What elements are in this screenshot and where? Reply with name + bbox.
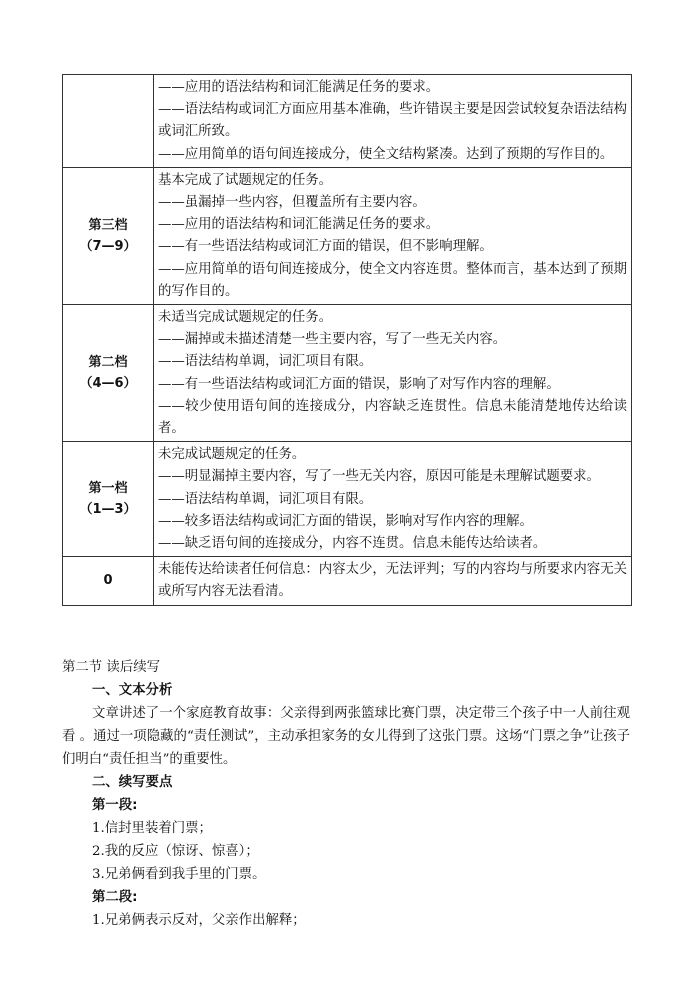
- points-heading: 二、续写要点: [92, 775, 173, 790]
- grade-name: 第一档: [88, 481, 128, 497]
- criteria-cell: [154, 442, 632, 557]
- criteria-line: 未适当完成试题规定的任务。: [158, 310, 333, 326]
- grade-range: （4—6）: [79, 376, 137, 392]
- criteria-line: ——较多语法结构或词汇方面的错误，影响对写作内容的理解。: [158, 513, 533, 529]
- criteria-line: ——应用简单的语句间连接成分，使全文结构紧凑。达到了预期的写作目的。: [158, 146, 614, 162]
- criteria-cell: [154, 75, 632, 168]
- grade-range: （7—9）: [79, 238, 137, 254]
- analysis-heading: 一、文本分析: [92, 683, 173, 698]
- criteria-line: ——应用简单的语句间连接成分，使全文内容连贯。整体而言，基本达到了预期的写作目的。: [158, 261, 627, 299]
- scoring-rubric-table: [62, 74, 632, 606]
- criteria-line: ——缺乏语句间的连接成分，内容不连贯。信息未能传达给读者。: [158, 536, 547, 552]
- list-item: 3.兄弟俩看到我手里的门票。: [92, 867, 266, 882]
- rubric-row-band-0: [63, 557, 632, 605]
- rubric-row-band-3: [63, 167, 632, 304]
- grade-name: 第三档: [88, 217, 128, 233]
- grade-name: 第二档: [88, 355, 128, 371]
- criteria-line: ——语法结构或词汇方面应用基本准确，些许错误主要是因尝试较复杂语法结构或词汇所致。: [158, 102, 627, 140]
- analysis-paragraph: 文章讲述了一个家庭教育故事：父亲得到两张篮球比赛门票，决定带三个孩子中一人前往观看 。通过一项隐藏的“责任测试”，主动承担家务的女儿得到了这张门票。这场“门票之争”让孩子们明白“责任担当”的重要性。: [62, 706, 630, 767]
- criteria-cell: [154, 305, 632, 442]
- criteria-line: 未完成试题规定的任务。: [158, 447, 306, 463]
- list-item: 2.我的反应（惊讶、惊喜）；: [92, 844, 259, 859]
- criteria-line: ——虽漏掉一些内容，但覆盖所有主要内容。: [158, 195, 426, 211]
- criteria-line: ——应用的语法结构和词汇能满足任务的要求。: [158, 80, 440, 95]
- criteria-cell: [154, 167, 632, 304]
- criteria-line: ——漏掉或未描述清楚一些主要内容，写了一些无关内容。: [158, 332, 507, 348]
- grade-range: （1—3）: [79, 502, 137, 518]
- paragraph-1-label: 第一段:: [92, 798, 138, 813]
- grade-cell: [63, 167, 154, 304]
- paragraph-2-label: 第二段:: [92, 890, 138, 905]
- grade-cell: [63, 557, 154, 605]
- grade-cell: [63, 305, 154, 442]
- rubric-row-band-1: [63, 442, 632, 557]
- criteria-cell: [154, 557, 632, 605]
- criteria-line: ——语法结构单调，词汇项目有限。: [158, 354, 373, 370]
- criteria-line: 基本完成了试题规定的任务。: [158, 172, 333, 188]
- criteria-line: ——应用的语法结构和词汇能满足任务的要求。: [158, 217, 440, 233]
- criteria-line: ——有一些语法结构或词汇方面的错误，影响了对写作内容的理解。: [158, 376, 560, 392]
- list-item: 1.兄弟俩表示反对，父亲作出解释；: [92, 913, 306, 928]
- grade-name: 0: [103, 573, 113, 589]
- rubric-row-top: [63, 75, 632, 168]
- section-title: 第二节 读后续写: [62, 660, 160, 675]
- criteria-line: ——明显漏掉主要内容，写了一些无关内容，原因可能是未理解试题要求。: [158, 469, 600, 485]
- criteria-line: ——有一些语法结构或词汇方面的错误，但不影响理解。: [158, 239, 493, 255]
- criteria-line: ——较少使用语句间的连接成分，内容缺乏连贯性。信息未能清楚地传达给读者。: [158, 398, 627, 437]
- continuation-writing-section: [62, 656, 642, 932]
- rubric-row-band-2: [63, 305, 632, 442]
- grade-cell: [63, 442, 154, 557]
- list-item: 1.信封里装着门票；: [92, 821, 212, 836]
- criteria-line: 未能传达给读者任何信息：内容太少，无法评判；写的内容均与所要求内容无关或所写内容无法看清。: [158, 562, 627, 600]
- grade-cell-empty: [63, 75, 154, 168]
- criteria-line: ——语法结构单调，词汇项目有限。: [158, 491, 373, 507]
